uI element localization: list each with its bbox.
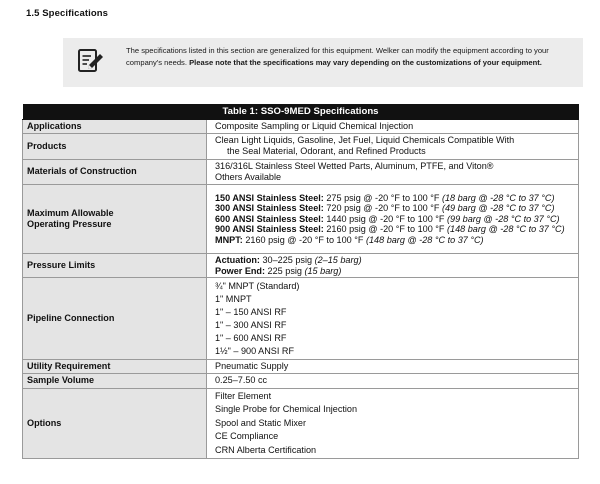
row-label-options: Options (23, 388, 207, 459)
row-value-applications: Composite Sampling or Liquid Chemical Injection (207, 120, 579, 134)
row-value-utility: Pneumatic Supply (207, 360, 579, 374)
option-item: Filter Element (215, 390, 272, 401)
row-label-materials: Materials of Construction (23, 159, 207, 184)
row-label-products: Products (23, 134, 207, 159)
pipeline-item: ¾" MNPT (Standard) (215, 280, 300, 291)
pressure-150 (215, 193, 574, 204)
note-text-plain: The specifications listed in this section are generalized for this equipment. Welker can modify the equipment according to your company's needs. (126, 46, 549, 67)
pressure-150-text: 275 psig @ -20 °F to 100 °F (323, 192, 442, 203)
row-value-pipeline (207, 278, 579, 360)
row-label-sample: Sample Volume (23, 374, 207, 388)
pipeline-item: 1" – 600 ANSI RF (215, 332, 287, 343)
pressure-mnpt-text: 2160 psig @ -20 °F to 100 °F (242, 234, 366, 245)
table-row (23, 120, 579, 134)
row-label-applications: Applications (23, 120, 207, 134)
pressure-label-line-2: Operating Pressure (27, 219, 112, 230)
pressure-label-line-1: Maximum Allowable (27, 207, 114, 218)
limits-actuation-italic: (2–15 barg) (314, 255, 362, 266)
row-label-limits: Pressure Limits (23, 254, 207, 278)
table-row (23, 278, 579, 360)
table-row (23, 185, 579, 254)
pressure-600-bold: 600 ANSI Stainless Steel: (215, 213, 324, 224)
pipeline-item: 1" – 300 ANSI RF (215, 319, 287, 330)
note-text (126, 45, 574, 69)
row-label-utility: Utility Requirement (23, 360, 207, 374)
option-item: Single Probe for Chemical Injection (215, 404, 358, 415)
row-value-options (207, 388, 579, 459)
pressure-900-bold: 900 ANSI Stainless Steel: (215, 224, 324, 235)
pressure-300-text: 720 psig @ -20 °F to 100 °F (323, 203, 442, 214)
table-row (23, 134, 579, 159)
pressure-mnpt-bold: MNPT: (215, 234, 243, 245)
note-text-bold: Please note that the specifications may vary depending on the customizations of your equipment. (189, 58, 542, 67)
row-label-pressure (23, 185, 207, 254)
limits-actuation-text: 30–225 psig (259, 255, 315, 266)
option-item: CRN Alberta Certification (215, 444, 317, 455)
table-row (23, 388, 579, 459)
spec-table (22, 104, 579, 459)
row-label-pipeline: Pipeline Connection (23, 278, 207, 360)
pressure-150-italic: (18 barg @ -28 °C to 37 °C) (441, 192, 555, 203)
table-title: Table 1: SSO-9MED Specifications (23, 104, 579, 120)
products-line-2: the Seal Material, Odorant, and Refined Products (227, 146, 426, 157)
pressure-300-bold: 300 ANSI Stainless Steel: (215, 203, 324, 214)
pressure-mnpt (215, 235, 574, 246)
pipeline-item: 1" – 150 ANSI RF (215, 306, 287, 317)
pressure-mnpt-italic: (148 barg @ -28 °C to 37 °C) (365, 234, 484, 245)
row-value-sample: 0.25–7.50 cc (207, 374, 579, 388)
table-row (23, 159, 579, 184)
section-heading: 1.5 Specifications (26, 8, 109, 19)
limits-actuation (215, 255, 574, 266)
row-value-pressure (207, 185, 579, 254)
pressure-600-italic: (99 barg @ -28 °C to 37 °C) (447, 213, 560, 224)
note-box (63, 38, 583, 87)
pressure-300-italic: (49 barg @ -28 °C to 37 °C) (441, 203, 555, 214)
pipeline-item: 1" MNPT (215, 293, 252, 304)
table-row (23, 360, 579, 374)
table-row (23, 374, 579, 388)
pressure-900-text: 2160 psig @ -20 °F to 100 °F (323, 224, 448, 235)
materials-line-1: 316/316L Stainless Steel Wetted Parts, Aluminum, PTFE, and Viton® (215, 160, 494, 171)
pressure-900 (215, 224, 574, 235)
limits-power-italic: (15 barg) (304, 265, 342, 276)
limits-power-text: 225 psig (265, 265, 305, 276)
row-value-limits (207, 254, 579, 278)
option-item: Spool and Static Mixer (215, 417, 306, 428)
pipeline-item: 1½" – 900 ANSI RF (215, 345, 295, 356)
materials-line-2: Others Available (215, 171, 282, 182)
products-line-1: Clean Light Liquids, Gasoline, Jet Fuel, Liquid Chemicals Compatible With (215, 135, 515, 146)
limits-power (215, 266, 574, 277)
limits-actuation-bold: Actuation: (215, 255, 260, 266)
pressure-900-italic: (148 barg @ -28 °C to 37 °C) (447, 224, 565, 235)
table-row (23, 254, 579, 278)
pressure-600-text: 1440 psig @ -20 °F to 100 °F (323, 213, 448, 224)
row-value-materials (207, 159, 579, 184)
pressure-150-bold: 150 ANSI Stainless Steel: (215, 192, 324, 203)
notepad-pencil-icon (76, 46, 106, 76)
row-value-products (207, 134, 579, 159)
pressure-300 (215, 203, 574, 214)
limits-power-bold: Power End: (215, 265, 266, 276)
pressure-600 (215, 214, 574, 225)
option-item: CE Compliance (215, 431, 279, 442)
